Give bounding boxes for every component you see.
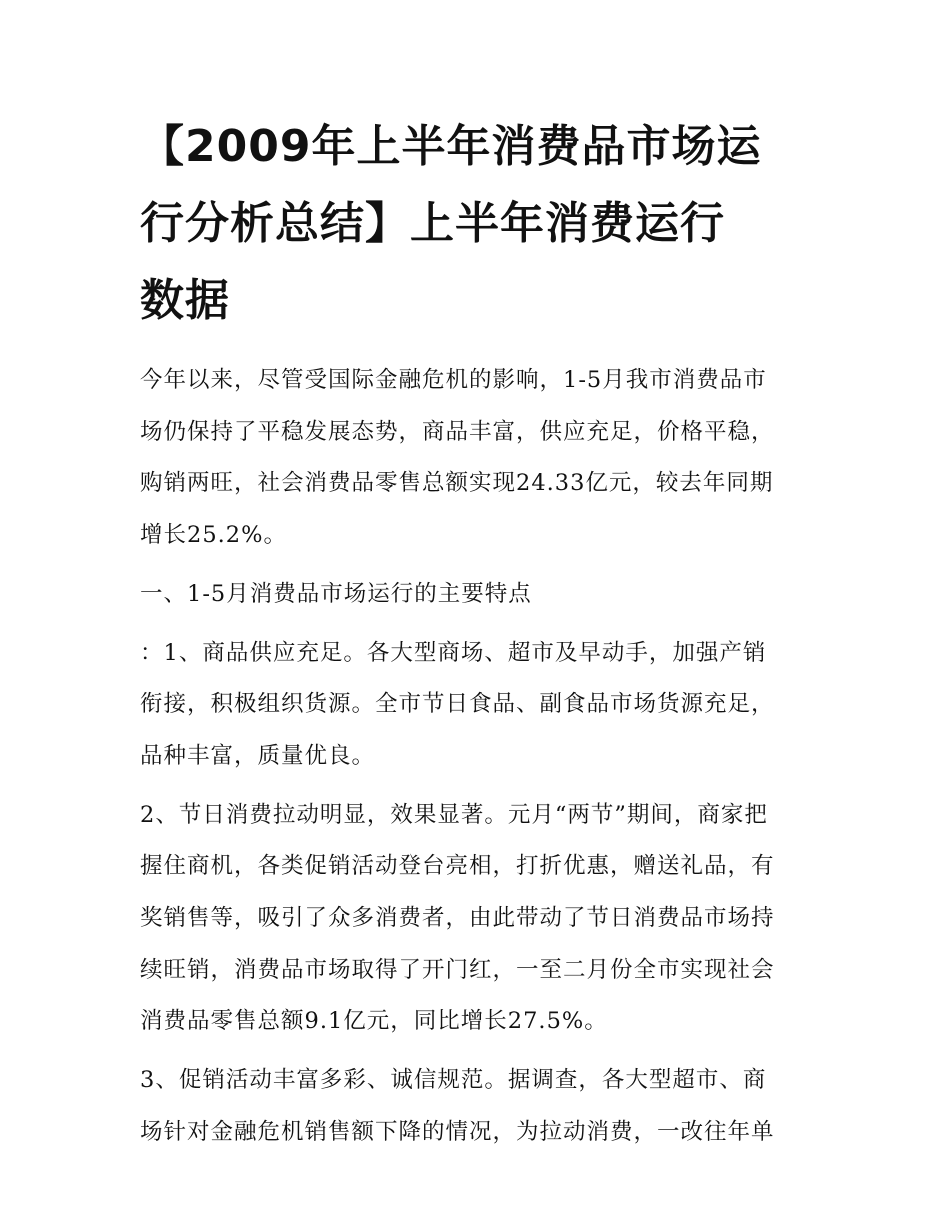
- document-title: [140, 108, 820, 339]
- text-line: 衔接，积极组织货源。全市节日食品、副食品市场货源充足，: [140, 691, 775, 718]
- document-body: [140, 355, 820, 1159]
- document-page: [140, 108, 820, 1166]
- text-line: 握住商机，各类促销活动登台亮相，打折优惠，赠送礼品，有: [140, 853, 775, 880]
- point-1-paragraph: [140, 628, 820, 783]
- point-3-paragraph: [140, 1055, 820, 1158]
- text-line: 今年以来，尽管受国际金融危机的影响，1-5月我市消费品市: [140, 367, 767, 393]
- intro-paragraph: [140, 355, 820, 562]
- text-line: 2、节日消费拉动明显，效果显著。元月“两节”期间，商家把: [140, 801, 768, 828]
- title-line: 行分析总结】上半年消费运行: [140, 198, 725, 249]
- text-line: 场仍保持了平稳发展态势，商品丰富，供应充足，价格平稳，: [140, 418, 775, 445]
- title-line: 数据: [140, 275, 230, 326]
- text-line: 奖销售等，吸引了众多消费者，由此带动了节日消费品市场持: [140, 905, 775, 932]
- title-line: 【2009年上半年消费品市场运: [140, 121, 762, 172]
- text-line: ：1、商品供应充足。各大型商场、超市及早动手，加强产销: [140, 639, 767, 666]
- point-2-paragraph: [140, 790, 820, 1049]
- text-line: 一、1-5月消费品市场运行的主要特点: [140, 580, 532, 607]
- text-line: 续旺销，消费品市场取得了开门红，一至二月份全市实现社会: [140, 956, 775, 983]
- section-heading: [140, 569, 820, 621]
- text-line: 购销两旺，社会消费品零售总额实现24.33亿元，较去年同期: [140, 470, 774, 497]
- text-line: 3、促销活动丰富多彩、诚信规范。据调查，各大型超市、商: [140, 1067, 767, 1094]
- text-line: 场针对金融危机销售额下降的情况，为拉动消费，一改往年单: [140, 1118, 775, 1145]
- text-line: 消费品零售总额9.1亿元，同比增长27.5%。: [140, 1008, 608, 1035]
- text-line: 增长25.2%。: [140, 522, 287, 549]
- text-line: 品种丰富，质量优良。: [140, 742, 376, 769]
